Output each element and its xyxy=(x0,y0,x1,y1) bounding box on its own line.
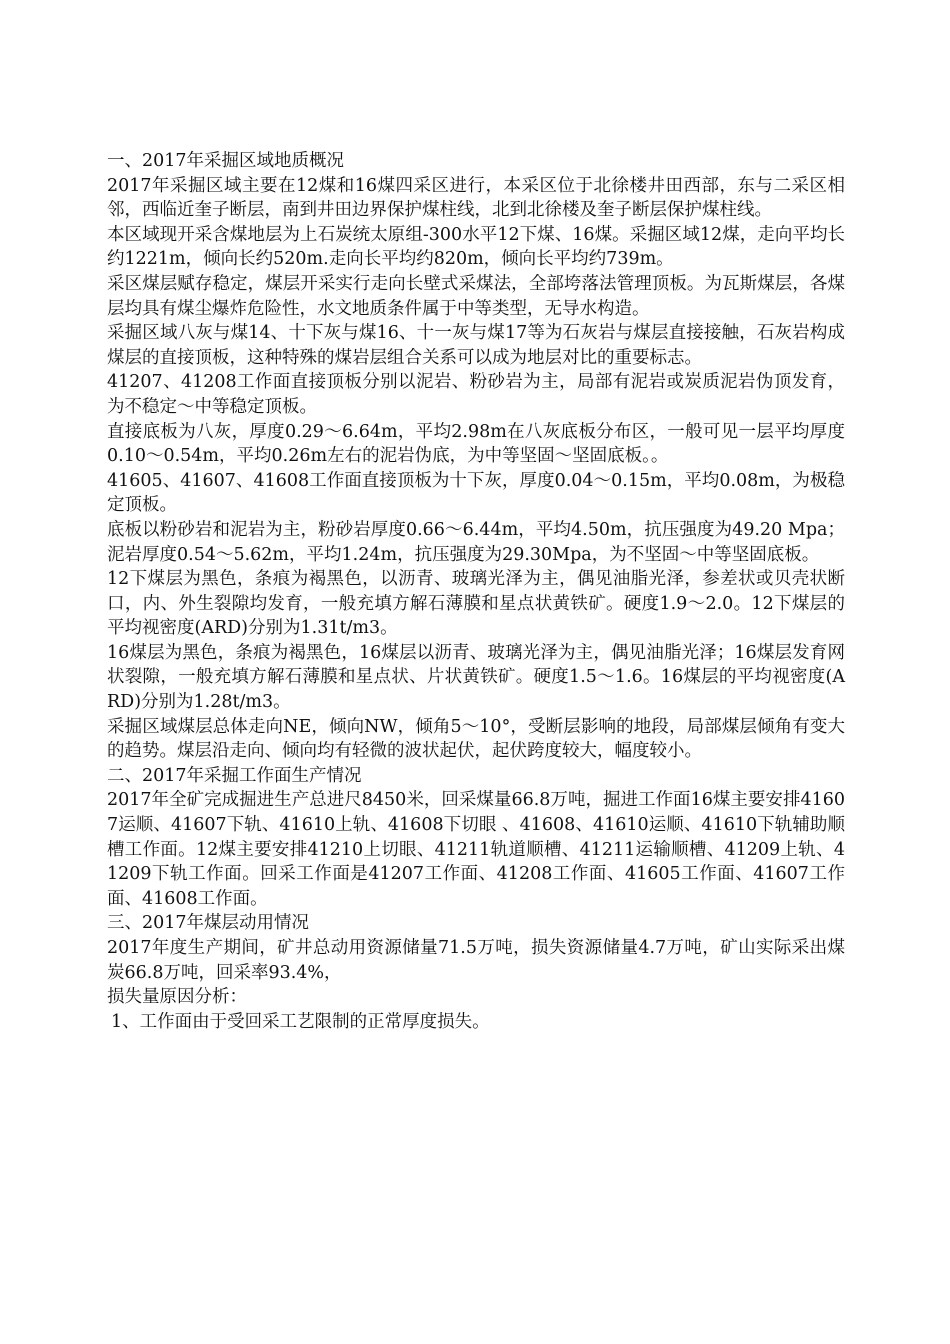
paragraph: 底板以粉砂岩和泥岩为主，粉砂岩厚度0.66～6.44m，平均4.50m，抗压强度为49.20 Mpa；泥岩厚度0.54～5.62m，平均1.24m，抗压强度为29.30Mpa，为不坚固～中等坚固底板。 xyxy=(107,519,845,565)
paragraph: 损失量原因分析： xyxy=(107,987,247,1008)
paragraph: 2017年全矿完成掘进生产总进尺8450米，回采煤量66.8万吨，掘进工作面16煤主要安排41607运顺、41607下轨、41610上轨、41608下切眼 、41608、41610运顺、41610下轨辅助顺槽工作面。12煤主要安排41210上切眼、41211轨道顺槽、41211运输顺槽、41209上轨、41209下轨工作面。回采工作面是41207工作面、41208工作面、41605工作面、41607工作面、41608工作面。 xyxy=(107,790,845,909)
paragraph: 12下煤层为黑色，条痕为褐黑色，以沥青、玻璃光泽为主，偶见油脂光泽，参差状或贝壳状断口，内、外生裂隙均发育，一般充填方解石薄膜和星点状黄铁矿。硬度1.9～2.0。12下煤层的平均视密度(ARD)分别为1.31t/m3。 xyxy=(107,569,845,639)
section-heading-1: 一、2017年采掘区域地质概况 xyxy=(107,151,345,171)
list-item: 1、工作面由于受回采工艺限制的正常厚度损失。 xyxy=(111,1011,490,1032)
paragraph: 直接底板为八灰，厚度0.29～6.64m，平均2.98m在八灰底板分布区，一般可见一层平均厚度0.10～0.54m，平均0.26m左右的泥岩伪底，为中等坚固～坚固底板。。 xyxy=(107,421,845,467)
paragraph: 采掘区域八灰与煤14、十下灰与煤16、十一灰与煤17等为石灰岩与煤层直接接触，石灰岩构成煤层的直接顶板，这种特殊的煤岩层组合关系可以成为地层对比的重要标志。 xyxy=(107,323,845,368)
paragraph: 41605、41607、41608工作面直接顶板为十下灰，厚度0.04～0.15m，平均0.08m，为极稳定顶板。 xyxy=(107,470,845,516)
paragraph: 采区煤层赋存稳定，煤层开采实行走向长壁式采煤法，全部垮落法管理顶板。为瓦斯煤层，各煤层均具有煤尘爆炸危险性，水文地质条件属于中等类型，无导水构造。 xyxy=(107,273,845,319)
section-heading-3: 三、2017年煤层动用情况 xyxy=(107,913,310,934)
section-heading-2: 二、2017年采掘工作面生产情况 xyxy=(107,765,362,786)
paragraph: 16煤层为黑色，条痕为褐黑色，16煤层以沥青、玻璃光泽为主，偶见油脂光泽；16煤层发育网状裂隙，一般充填方解石薄膜和星点状、片状黄铁矿。硬度1.5～1.6。16煤层的平均视密度(ARD)分别为1.28t/m3。 xyxy=(107,642,845,713)
paragraph: 2017年度生产期间，矿井总动用资源储量71.5万吨，损失资源储量4.7万吨，矿山实际采出煤炭66.8万吨，回采率93.4%， xyxy=(107,938,845,983)
paragraph: 本区域现开采含煤地层为上石炭统太原组-300水平12下煤、16煤。采掘区域12煤，走向平均长约1221m，倾向长约520m.走向长平均约820m，倾向长平均约739m。 xyxy=(107,224,845,270)
paragraph: 2017年采掘区域主要在12煤和16煤四采区进行，本采区位于北徐楼井田西部，东与二采区相邻，西临近奎子断层，南到井田边界保护煤柱线，北到北徐楼及奎子断层保护煤柱线。 xyxy=(107,175,845,221)
paragraph: 41207、41208工作面直接顶板分别以泥岩、粉砂岩为主，局部有泥岩或炭质泥岩伪顶发育，为不稳定～中等稳定顶板。 xyxy=(107,372,845,417)
document-body xyxy=(107,149,845,1034)
paragraph: 采掘区域煤层总体走向NE，倾向NW，倾角5～10°，受断层影响的地段，局部煤层倾角有变大的趋势。煤层沿走向、倾向均有轻微的波状起伏，起伏跨度较大，幅度较小。 xyxy=(107,716,845,762)
